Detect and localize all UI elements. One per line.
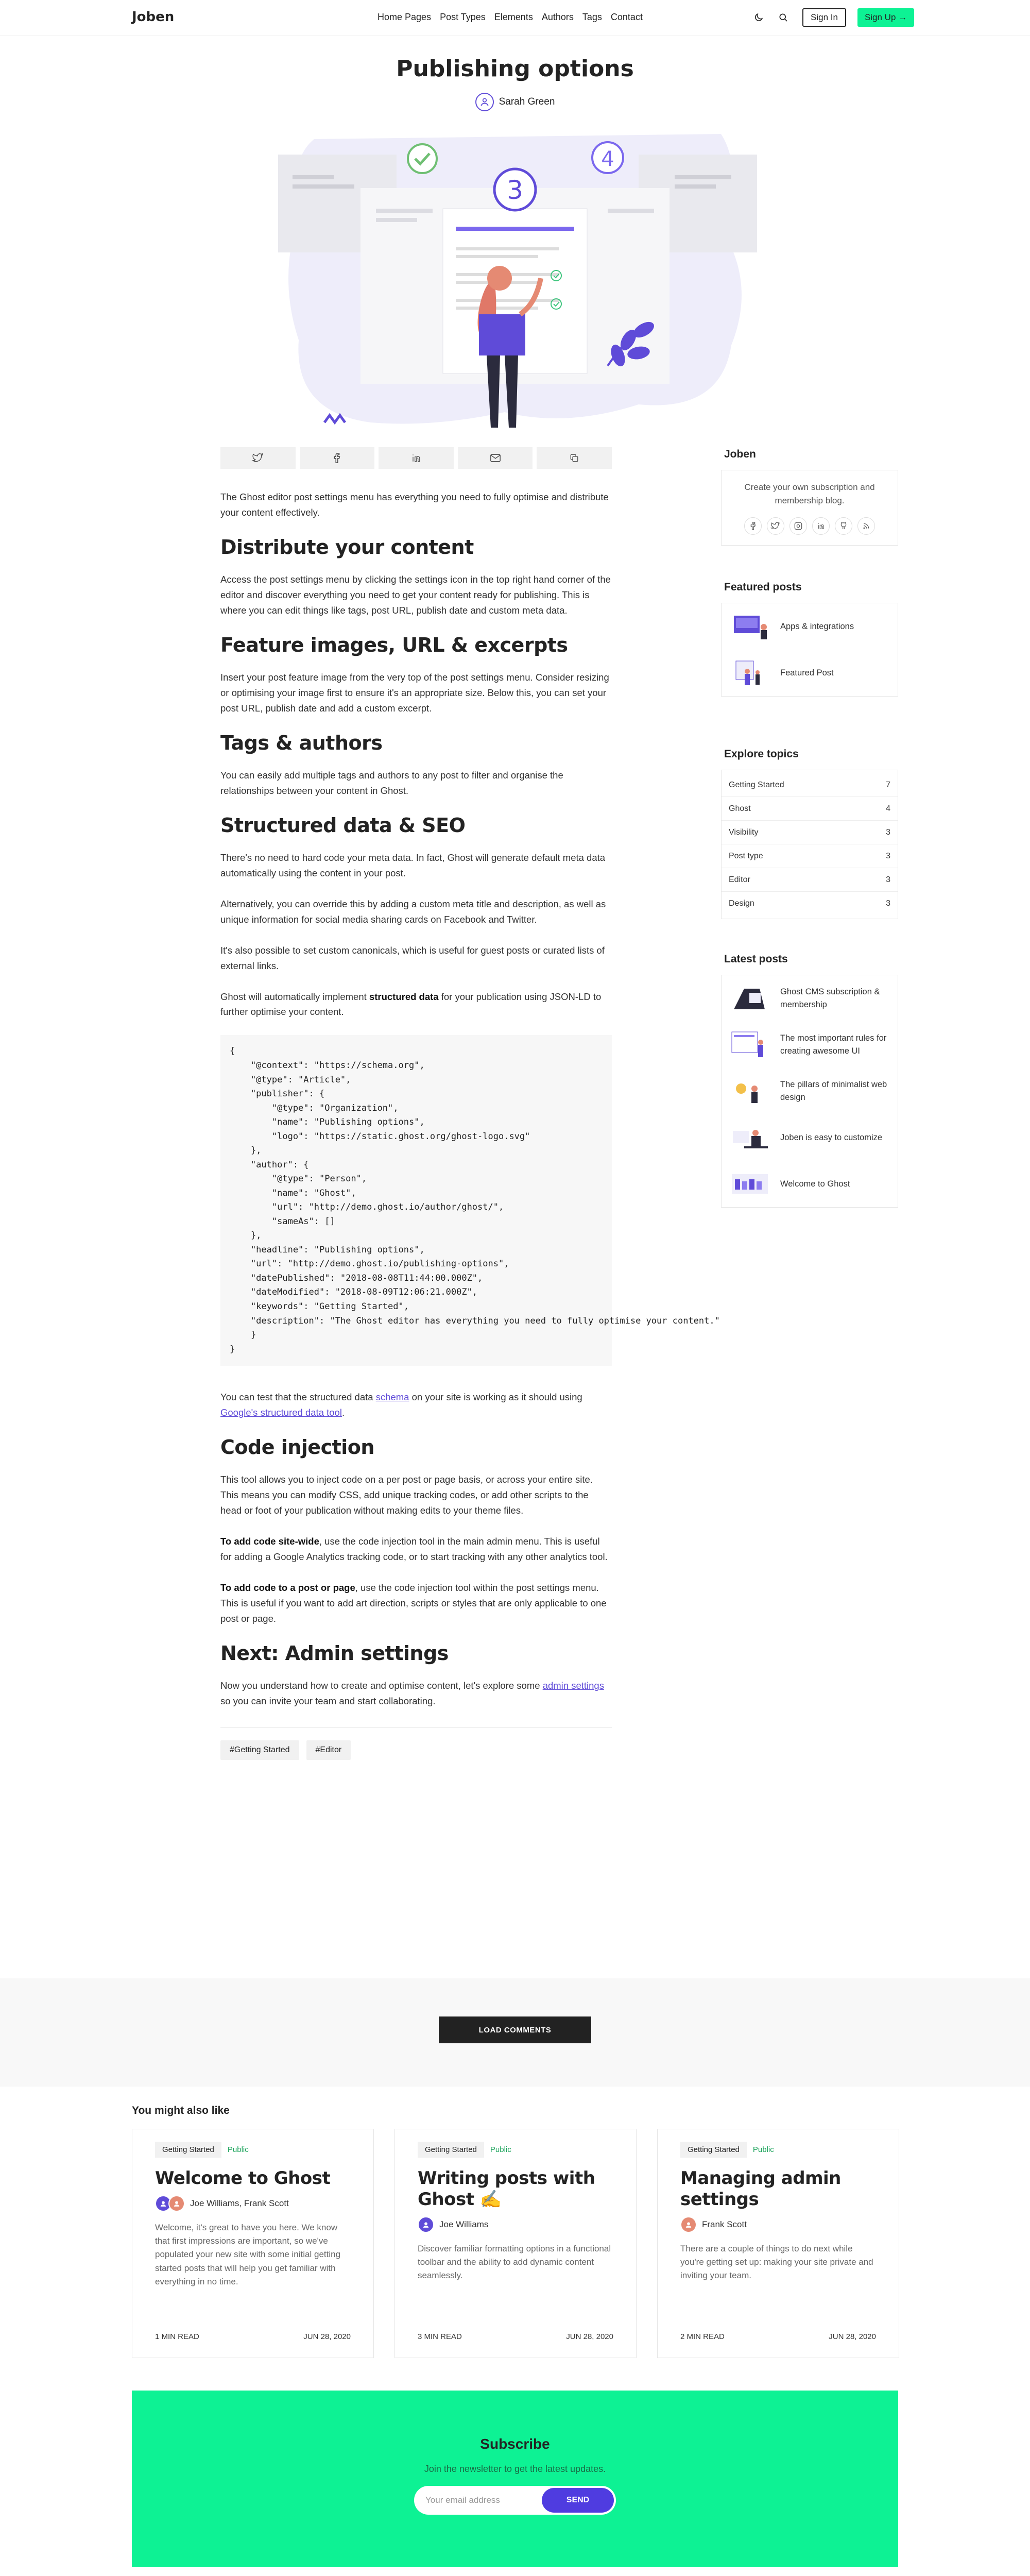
- subscribe-text: Join the newsletter to get the latest updates.: [424, 2464, 606, 2474]
- post-thumbnail: [729, 1123, 771, 1153]
- sign-up-button[interactable]: Sign Up →: [857, 8, 914, 27]
- post-thumbnail: [729, 1169, 771, 1199]
- card-footer: 3 MIN READ JUN 28, 2020: [418, 2332, 613, 2341]
- feature-image: [278, 124, 752, 433]
- paragraph: Insert your post feature image from the very top of the post settings menu. Consider resizing or optimising your image first to ensure it's an appropriate size. Below this, you can set your post URL, publish date and add a custom excerpt.: [220, 671, 609, 714]
- nav-contact[interactable]: Contact: [610, 12, 643, 22]
- post-content: [220, 489, 720, 1760]
- site-header: [0, 0, 1030, 36]
- post-thumbnail: [729, 1076, 771, 1106]
- latest-post-item[interactable]: The most important rules for creating awesome UI: [722, 1022, 898, 1068]
- topic-item[interactable]: Design 3: [729, 899, 890, 908]
- about-widget: [721, 470, 898, 546]
- tag-editor[interactable]: #Editor: [306, 1740, 351, 1760]
- latest-post-item[interactable]: The pillars of minimalist web design: [722, 1068, 898, 1114]
- twitter-icon[interactable]: [767, 517, 784, 535]
- heading-feature-images: Feature images, URL & excerpts: [220, 633, 568, 656]
- structured-data-tool-link[interactable]: Google's structured data tool: [220, 1407, 342, 1418]
- sign-in-button[interactable]: Sign In: [802, 8, 846, 27]
- author-avatar-icon[interactable]: [475, 93, 494, 111]
- post-thumbnail: [729, 984, 771, 1013]
- sidebar-about: [721, 448, 898, 546]
- avatar-icon[interactable]: [418, 2216, 434, 2233]
- card-title[interactable]: Welcome to Ghost: [155, 2168, 331, 2189]
- paragraph: You can test that the structured data schema on your site is working as it should using Google's structured data tool.: [220, 1392, 582, 1418]
- post-thumbnail: [729, 1030, 771, 1060]
- load-comments-button[interactable]: LOAD COMMENTS: [439, 2016, 591, 2043]
- card-footer: 2 MIN READ JUN 28, 2020: [680, 2332, 876, 2341]
- author-name-link[interactable]: Sarah Green: [499, 96, 555, 107]
- visibility-label: Public: [490, 2145, 511, 2154]
- card-excerpt: Discover familiar formatting options in a functional toolbar and the ability to add dynamic content seamlessly.: [418, 2243, 611, 2281]
- subscribe-title: Subscribe: [480, 2436, 550, 2452]
- nav-authors[interactable]: Authors: [541, 12, 574, 22]
- post-thumbnail: [729, 612, 771, 641]
- visibility-label: Public: [752, 2145, 774, 2154]
- card-footer: 1 MIN READ JUN 28, 2020: [155, 2332, 351, 2341]
- share-email-icon[interactable]: [458, 447, 533, 469]
- paragraph: It's also possible to set custom canonicals, which is useful for guest posts or curated lists of external links.: [220, 944, 605, 971]
- paragraph: Access the post settings menu by clicking the settings icon in the top right hand corner of the editor and discover everything you need to get your content ready for publishing. This is where you can edit things like tags, post URL, publish date and custom meta data.: [220, 573, 611, 616]
- email-input[interactable]: Your email address: [414, 2486, 616, 2515]
- latest-widget: [721, 975, 898, 1208]
- share-linkedin-icon[interactable]: [379, 447, 454, 469]
- nav-home-pages[interactable]: Home Pages: [377, 12, 432, 22]
- featured-widget: [721, 603, 898, 697]
- heading-distribute: Distribute your content: [220, 535, 474, 558]
- widget-title: Joben: [721, 448, 898, 461]
- json-ld-code-block: { "@context": "https://schema.org", "@type": "Article", "publisher": { "@type": "Organization", "name": "Publishing options", "logo": "https://static.ghost.org/ghost-logo.svg" }, "author": { "@type": "Person", "name": "Ghost", "url": "http://demo.ghost.io/author/ghost/", "sameAs": [] }, "headline": "Publishing options", "url": "http://demo.ghost.io/publishing-options", "datePublished": "2018-08-08T11:44:00.000Z", "dateModified": "2018-08-09T12:06:21.000Z", "keywords": "Getting Started", "description": "The Ghost editor has everything you need to fully optimise your content." } }: [220, 1035, 612, 1366]
- avatar-icon[interactable]: [168, 2195, 185, 2212]
- card-tag[interactable]: Getting Started: [418, 2142, 484, 2158]
- card-excerpt: Welcome, it's great to have you here. We know that first impressions are important, so we've populated your new site with some initial getting started posts that will help you get familiar with everything in no time.: [155, 2222, 341, 2287]
- share-facebook-icon[interactable]: [300, 447, 375, 469]
- latest-post-item[interactable]: Joben is easy to customize: [722, 1114, 898, 1161]
- topic-item[interactable]: Ghost 4: [722, 797, 898, 821]
- copy-link-icon[interactable]: [537, 447, 612, 469]
- heading-code-injection: Code injection: [220, 1436, 374, 1459]
- subscribe-section: [132, 2391, 898, 2567]
- paragraph: Now you understand how to create and optimise content, let's explore some admin settings so you can invite your team and start collaborating.: [220, 1680, 604, 1706]
- featured-post-item[interactable]: Featured Post: [722, 650, 898, 696]
- facebook-icon[interactable]: [744, 517, 762, 535]
- topic-item[interactable]: Post type 3: [722, 844, 898, 868]
- social-links: [731, 517, 888, 535]
- heading-admin-settings: Next: Admin settings: [220, 1641, 449, 1665]
- paragraph: This tool allows you to inject code on a per post or page basis, or across your entire site. This means you can modify CSS, add unique tracking codes, or add other scripts to the head or foot of your publication without making edits to your theme files.: [220, 1474, 593, 1516]
- main-nav: [377, 12, 643, 23]
- paragraph: You can easily add multiple tags and authors to any post to filter and organise the relationships between your content in Ghost.: [220, 769, 563, 796]
- share-twitter-icon[interactable]: [220, 447, 296, 469]
- header-actions: [750, 8, 914, 27]
- related-posts: [132, 2129, 899, 2358]
- instagram-icon[interactable]: [789, 517, 807, 535]
- admin-settings-link[interactable]: admin settings: [542, 1680, 604, 1691]
- card-authors: Joe Williams, Frank Scott: [155, 2195, 351, 2212]
- post-card[interactable]: [394, 2129, 637, 2358]
- topics-widget: [721, 770, 898, 919]
- paragraph: Ghost will automatically implement structured data for your publication using JSON-LD to further optimise your content.: [220, 991, 602, 1018]
- topic-item[interactable]: Getting Started 7: [722, 773, 898, 797]
- post-author: [0, 93, 1030, 111]
- search-icon[interactable]: [775, 9, 792, 26]
- card-title[interactable]: Writing posts with Ghost ✍️: [418, 2168, 595, 2210]
- card-tag[interactable]: Getting Started: [155, 2142, 221, 2158]
- topic-item[interactable]: Visibility 3: [722, 821, 898, 844]
- nav-post-types[interactable]: Post Types: [440, 12, 486, 22]
- card-tag[interactable]: Getting Started: [680, 2142, 747, 2158]
- card-authors: Frank Scott: [680, 2216, 876, 2233]
- post-thumbnail: [729, 658, 771, 688]
- paragraph: To add code site-wide, use the code injection tool in the main admin menu. This is useful for adding a Google Analytics tracking code, or to start tracking with any other analytics tool.: [220, 1535, 608, 1562]
- related-title: You might also like: [132, 2105, 230, 2116]
- post-card[interactable]: [657, 2129, 899, 2358]
- github-icon[interactable]: [835, 517, 852, 535]
- post-card[interactable]: [132, 2129, 374, 2358]
- nav-tags[interactable]: Tags: [582, 12, 602, 22]
- sidebar-latest: [721, 953, 898, 1208]
- nav-elements[interactable]: Elements: [494, 12, 533, 22]
- share-bar: [220, 447, 612, 469]
- avatar-icon[interactable]: [680, 2216, 697, 2233]
- send-button[interactable]: SEND: [542, 2488, 614, 2513]
- latest-post-item[interactable]: Welcome to Ghost: [722, 1161, 898, 1207]
- card-authors: Joe Williams: [418, 2216, 613, 2233]
- sidebar-topics: [721, 748, 898, 919]
- about-text: Create your own subscription and membership blog.: [744, 482, 875, 506]
- sidebar-featured: [721, 581, 898, 697]
- paragraph: There's no need to hard code your meta data. In fact, Ghost will generate default meta data automatically using the content in your post.: [220, 852, 606, 878]
- hero-step-3: 3: [507, 175, 523, 205]
- card-excerpt: There are a couple of things to do next while you're getting set up: making your site private and inviting your team.: [680, 2243, 873, 2281]
- topic-item[interactable]: Editor 3: [722, 868, 898, 892]
- rss-icon[interactable]: [857, 517, 875, 535]
- card-title[interactable]: Managing admin settings: [680, 2168, 841, 2210]
- widget-title: Featured posts: [721, 581, 898, 594]
- heading-structured-data: Structured data & SEO: [220, 814, 466, 837]
- widget-title: Latest posts: [721, 953, 898, 965]
- widget-title: Explore topics: [721, 748, 898, 760]
- latest-post-item[interactable]: Ghost CMS subscription & membership: [722, 975, 898, 1022]
- heading-tags-authors: Tags & authors: [220, 731, 383, 754]
- tag-getting-started[interactable]: #Getting Started: [220, 1740, 299, 1760]
- intro-paragraph: The Ghost editor post settings menu has everything you need to fully optimise and distribute your content effectively.: [220, 492, 609, 518]
- paragraph: To add code to a post or page, use the code injection tool within the post settings menu. This is useful if you want to add art direction, scripts or styles that are only applicable to one post or page.: [220, 1582, 607, 1624]
- post-tags: [220, 1740, 612, 1760]
- visibility-label: Public: [227, 2145, 249, 2154]
- paragraph: Alternatively, you can override this by adding a custom meta title and description, as well as unique information for social media sharing cards on Facebook and Twitter.: [220, 898, 606, 925]
- post-title: Publishing options: [396, 56, 634, 82]
- hero-step-4: 4: [601, 147, 614, 171]
- linkedin-icon[interactable]: [812, 517, 830, 535]
- dark-mode-moon-icon[interactable]: [750, 9, 767, 26]
- schema-link[interactable]: schema: [375, 1392, 409, 1403]
- divider: [220, 1727, 612, 1728]
- site-logo[interactable]: Joben: [132, 9, 175, 25]
- featured-post-item[interactable]: Apps & integrations: [722, 603, 898, 650]
